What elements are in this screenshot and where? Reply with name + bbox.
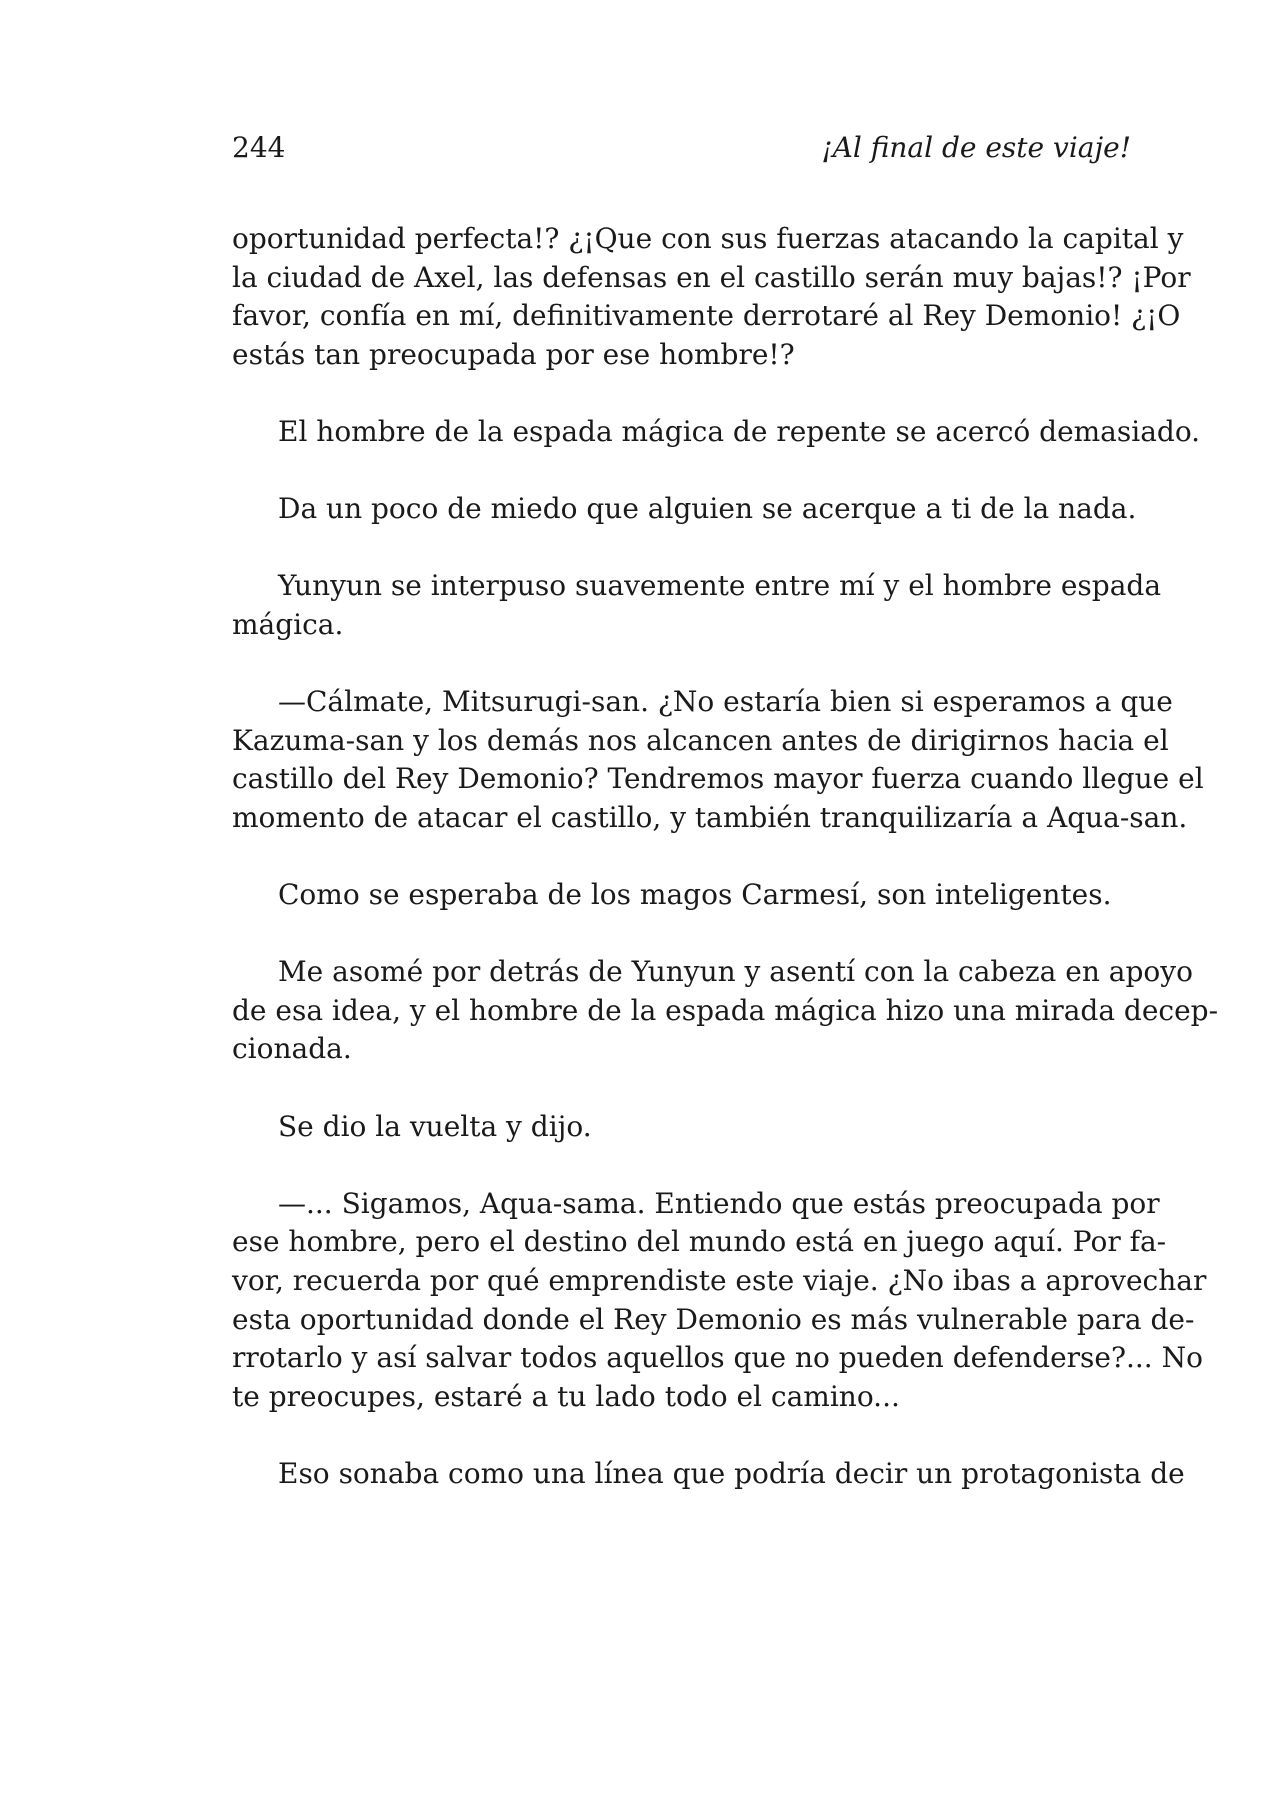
page-number: 244 [232, 131, 286, 164]
text-line: la ciudad de Axel, las defensas en el castillo serán muy bajas!? ¡Por [232, 260, 1191, 294]
text-line: rrotarlo y así salvar todos aquellos que no pueden defenderse?... No [232, 1341, 1203, 1375]
text-line: Me asomé por detrás de Yunyun y asentí con la cabeza en apoyo [278, 955, 1193, 989]
paragraph [232, 1455, 1185, 1494]
text-line: oportunidad perfecta!? ¿¡Que con sus fuerzas atacando la capital y [232, 222, 1184, 255]
text-line: vor, recuerda por qué emprendiste este viaje. ¿No ibas a aprovechar [232, 1264, 1207, 1298]
paragraph [232, 220, 1191, 374]
text-line: mágica. [232, 607, 344, 641]
text-line: Da un poco de miedo que alguien se acerque a ti de la nada. [278, 492, 1137, 526]
text-line: cionada. [232, 1032, 352, 1066]
paragraph [232, 1108, 1131, 1147]
running-title: ¡Al final de este viaje! [821, 131, 1131, 164]
text-line: te preocupes, estaré a tu lado todo el camino... [232, 1379, 900, 1413]
text-line: Kazuma-san y los demás nos alcancen antes de dirigirnos hacia el [232, 723, 1169, 757]
text-line: —... Sigamos, Aqua-sama. Entiendo que estás preocupada por [278, 1186, 1160, 1220]
paragraph [232, 490, 1137, 529]
text-line: Se dio la vuelta y dijo. [278, 1109, 592, 1143]
text-line: estás tan preocupada por ese hombre!? [232, 337, 795, 371]
text-line: —Cálmate, Mitsurugi-san. ¿No estaría bien si esperamos a que [278, 685, 1173, 719]
text-line: favor, confía en mí, definitivamente derrotaré al Rey Demonio! ¿¡O [232, 299, 1181, 333]
paragraph [232, 567, 1162, 644]
paragraph [232, 953, 1219, 1069]
body-text [232, 220, 1219, 1532]
text-line: Yunyun se interpuso suavemente entre mí y el hombre espada [278, 569, 1162, 603]
page-header [232, 128, 1131, 168]
text-line: de esa idea, y el hombre de la espada mágica hizo una mirada decep- [232, 993, 1219, 1027]
text-line: ese hombre, pero el destino del mundo está en juego aquí. Por fa- [232, 1225, 1167, 1259]
paragraph [232, 876, 1131, 915]
paragraph [232, 1185, 1207, 1417]
paragraph [232, 683, 1204, 837]
text-line: momento de atacar el castillo, y también tranquilizaría a Aqua-san. [232, 800, 1188, 834]
text-line: Como se esperaba de los magos Carmesí, son inteligentes. [278, 878, 1112, 912]
text-line: El hombre de la espada mágica de repente se acercó demasiado. [278, 414, 1201, 448]
text-line: castillo del Rey Demonio? Tendremos mayor fuerza cuando llegue el [232, 762, 1204, 796]
text-line: esta oportunidad donde el Rey Demonio es más vulnerable para de- [232, 1302, 1195, 1336]
paragraph [232, 413, 1201, 452]
text-line: Eso sonaba como una línea que podría decir un protagonista de [278, 1457, 1185, 1490]
